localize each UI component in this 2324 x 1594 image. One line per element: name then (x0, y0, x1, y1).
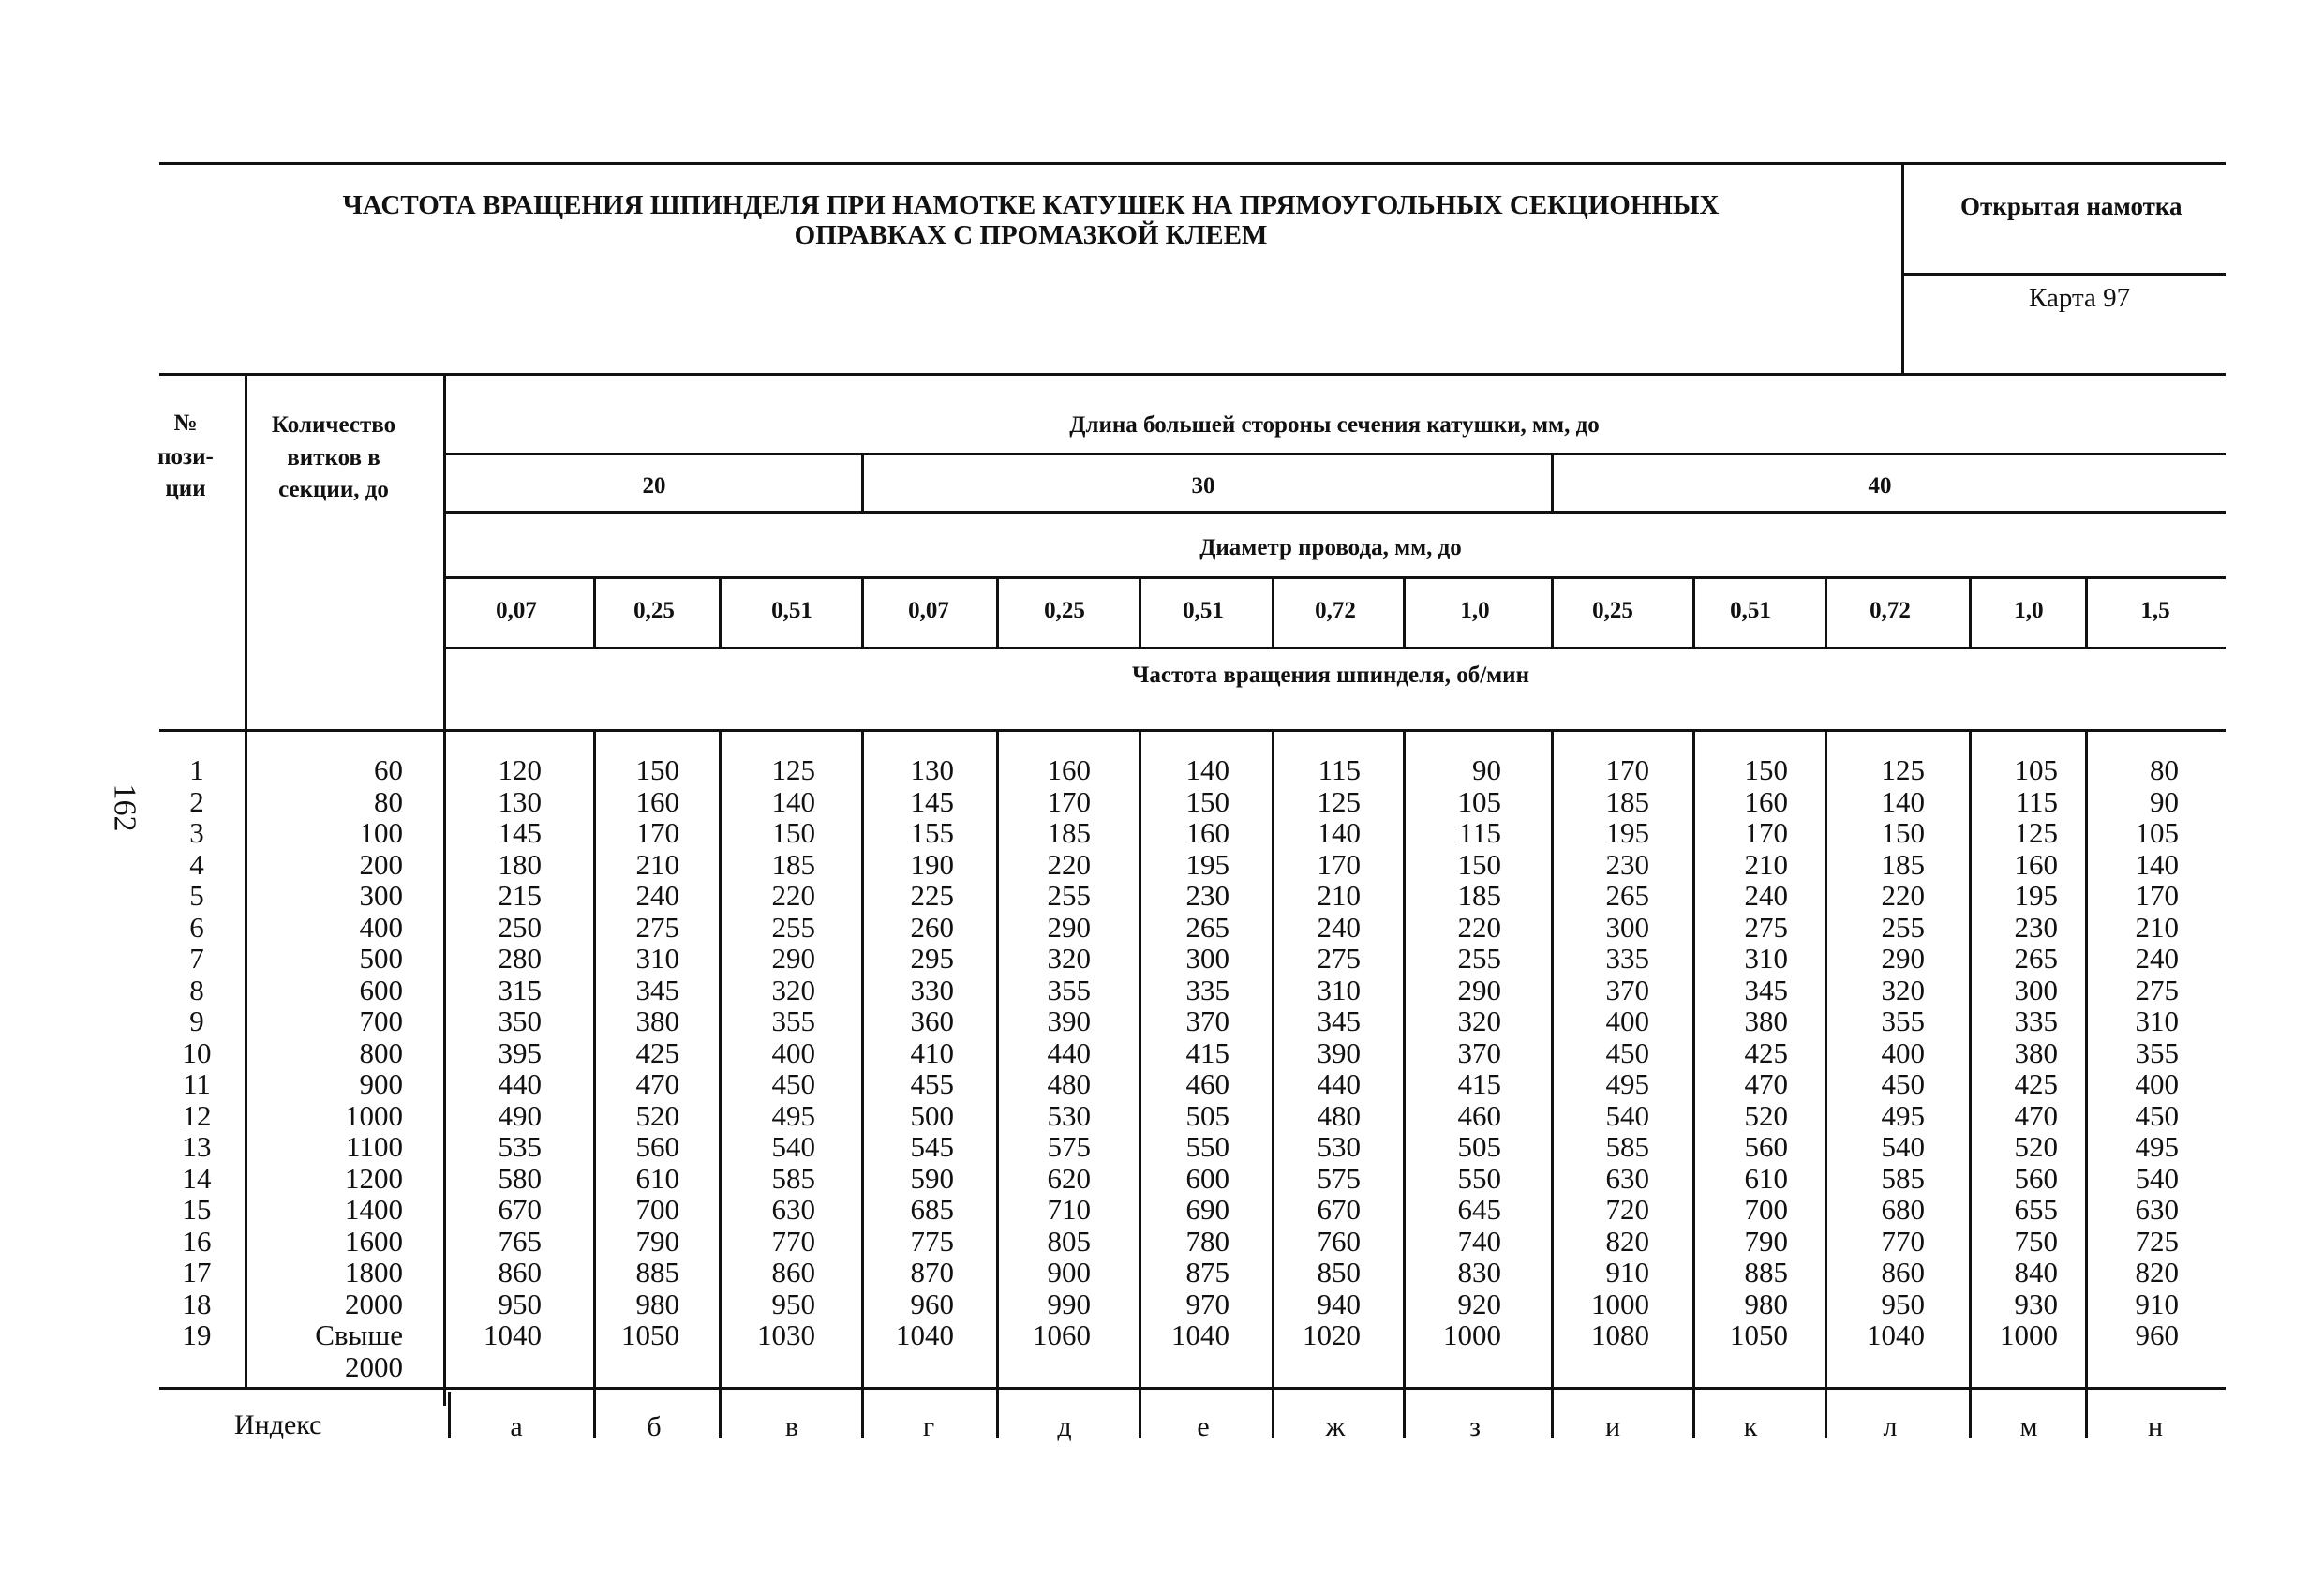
position-numbers: 1 2 3 4 5 6 7 8 9 10 11 12 13 14 15 16 17 18 19 (182, 753, 212, 1351)
index-d: д (1057, 1411, 1072, 1442)
diameter-rule (445, 576, 2226, 579)
column-m-values: 105 115 125 160 195 230 265 300 335 380 425 470 520 560 655 750 840 930 1000 (2000, 753, 2058, 1351)
document-title-line-2: ОПРАВКАХ С ПРОМАЗКОЙ КЛЕЕМ (794, 220, 1268, 250)
turns-header-line-1: Количество (271, 412, 396, 438)
length-group-40: 40 (1868, 473, 1892, 499)
diameter-l: 0,72 (1870, 598, 1911, 623)
column-l-values: 125 140 150 185 220 255 290 320 355 400 450 495 540 585 680 770 860 950 1040 (1867, 753, 1925, 1351)
table-top-rule (159, 373, 2226, 376)
diameter-divider (1403, 578, 1406, 647)
length-group-20: 20 (642, 473, 666, 499)
column-b-values: 150 160 170 210 240 275 310 345 380 425 470 520 560 610 700 790 885 980 1050 (621, 753, 679, 1351)
body-divider (593, 731, 596, 1438)
diameter-divider (2085, 578, 2088, 647)
diameter-divider (996, 578, 999, 647)
col-divider-turns (443, 375, 446, 1406)
diameter-header: Диаметр провода, мм, до (1199, 535, 1462, 560)
index-divider (448, 1392, 451, 1438)
index-label: Индекс (234, 1409, 322, 1440)
body-top-rule (159, 729, 2226, 732)
top-rule (159, 162, 2226, 165)
index-g: г (922, 1411, 935, 1442)
diameter-divider (719, 578, 722, 647)
index-zh: ж (1325, 1411, 1346, 1442)
length-header: Длина большей стороны сечения катушки, мм, до (1069, 412, 1600, 438)
length-group-30: 30 (1191, 473, 1215, 499)
column-v-values: 125 140 150 185 220 255 290 320 355 400 450 495 540 585 630 770 860 950 1030 (757, 753, 815, 1351)
diameter-m: 1,0 (2014, 598, 2044, 623)
diameter-divider (1969, 578, 1972, 647)
column-e-values: 140 150 160 195 230 265 300 335 370 415 460 505 550 600 690 780 875 970 1040 (1171, 753, 1229, 1351)
diameter-n: 1,5 (2140, 598, 2170, 623)
index-l: л (1883, 1411, 1898, 1442)
body-divider (1692, 731, 1695, 1438)
body-divider (2085, 731, 2088, 1438)
column-i-values: 170 185 195 230 265 300 335 370 400 450 495 540 585 630 720 820 910 1000 1080 (1591, 753, 1649, 1351)
diameter-g: 0,07 (908, 598, 949, 623)
body-divider (719, 731, 722, 1438)
speed-header: Частота вращения шпинделя, об/мин (1132, 663, 1529, 688)
column-a-values: 120 130 145 180 215 250 280 315 350 395 440 490 535 580 670 765 860 950 1040 (484, 753, 542, 1351)
diameters-rule (445, 647, 2226, 649)
diameter-divider (1139, 578, 1141, 647)
diameter-zh: 0,72 (1315, 598, 1356, 623)
diameter-e: 0,51 (1183, 598, 1224, 623)
diameter-i: 0,25 (1592, 598, 1633, 623)
diameter-divider (1825, 578, 1827, 647)
position-header-line-1: № (173, 410, 198, 436)
index-e: е (1197, 1411, 1210, 1442)
header-divider (1901, 164, 1904, 375)
index-k: к (1743, 1411, 1758, 1442)
turns-values: 60 80 100 200 300 400 500 600 700 800 900 1000 1100 1200 1400 1600 1800 2000 Свыше 2000 (315, 753, 403, 1383)
turns-header-line-2: витков в (287, 445, 380, 470)
diameter-b: 0,25 (633, 598, 675, 623)
body-divider (996, 731, 999, 1438)
column-z-values: 90 105 115 150 185 220 255 290 320 370 415 460 505 550 645 740 830 920 1000 (1443, 753, 1501, 1351)
diameter-z: 1,0 (1460, 598, 1490, 623)
index-a: а (510, 1411, 523, 1442)
body-divider (1272, 731, 1274, 1438)
turns-header-line-3: секции, до (278, 477, 389, 502)
index-v: в (784, 1411, 799, 1442)
diameter-divider (1692, 578, 1695, 647)
diameter-divider (861, 578, 864, 647)
diameter-v: 0,51 (771, 598, 812, 623)
diameter-k: 0,51 (1730, 598, 1771, 623)
diameter-d: 0,25 (1044, 598, 1085, 623)
column-n-values: 80 90 105 140 170 210 240 275 310 355 400 450 495 540 630 725 820 910 960 (2135, 753, 2179, 1351)
body-divider (861, 731, 864, 1438)
page-number: 162 (107, 783, 142, 832)
length-group-divider-1 (861, 454, 864, 513)
position-header-line-2: пози- (157, 444, 214, 469)
body-bottom-rule (159, 1387, 2226, 1390)
diameter-divider (593, 578, 596, 647)
card-number: Карта 97 (2029, 283, 2131, 313)
length-rule (445, 453, 2226, 455)
winding-type: Открытая намотка (1960, 192, 2182, 220)
document-title-line-1: ЧАСТОТА ВРАЩЕНИЯ ШПИНДЕЛЯ ПРИ НАМОТКЕ КАТУШЕК НА ПРЯМОУГОЛЬНЫХ СЕКЦИОННЫХ (342, 190, 1720, 220)
column-g-values: 130 145 155 190 225 260 295 330 360 410 455 500 545 590 685 775 870 960 1040 (896, 753, 954, 1351)
index-z: з (1469, 1411, 1481, 1442)
column-zh-values: 115 125 140 170 210 240 275 310 345 390 440 480 530 575 670 760 850 940 1020 (1303, 753, 1361, 1351)
position-header-line-3: ции (165, 476, 206, 501)
diameter-divider (1551, 578, 1554, 647)
body-divider (1551, 731, 1554, 1438)
index-m: м (2019, 1411, 2038, 1442)
card-rule (1901, 273, 2226, 276)
body-divider (1825, 731, 1827, 1438)
index-b: б (647, 1411, 662, 1442)
diameter-a: 0,07 (496, 598, 537, 623)
index-n: н (2147, 1411, 2164, 1442)
length-group-divider-2 (1551, 454, 1554, 513)
col-divider-position (245, 375, 247, 1389)
body-divider (1969, 731, 1972, 1438)
groups-rule (445, 511, 2226, 514)
body-divider (1139, 731, 1141, 1438)
column-k-values: 150 160 170 210 240 275 310 345 380 425 470 520 560 610 700 790 885 980 1050 (1730, 753, 1788, 1351)
index-i: и (1604, 1411, 1621, 1442)
diameter-divider (1272, 578, 1274, 647)
column-d-values: 160 170 185 220 255 290 320 355 390 440 480 530 575 620 710 805 900 990 1060 (1033, 753, 1091, 1351)
body-divider (1403, 731, 1406, 1438)
